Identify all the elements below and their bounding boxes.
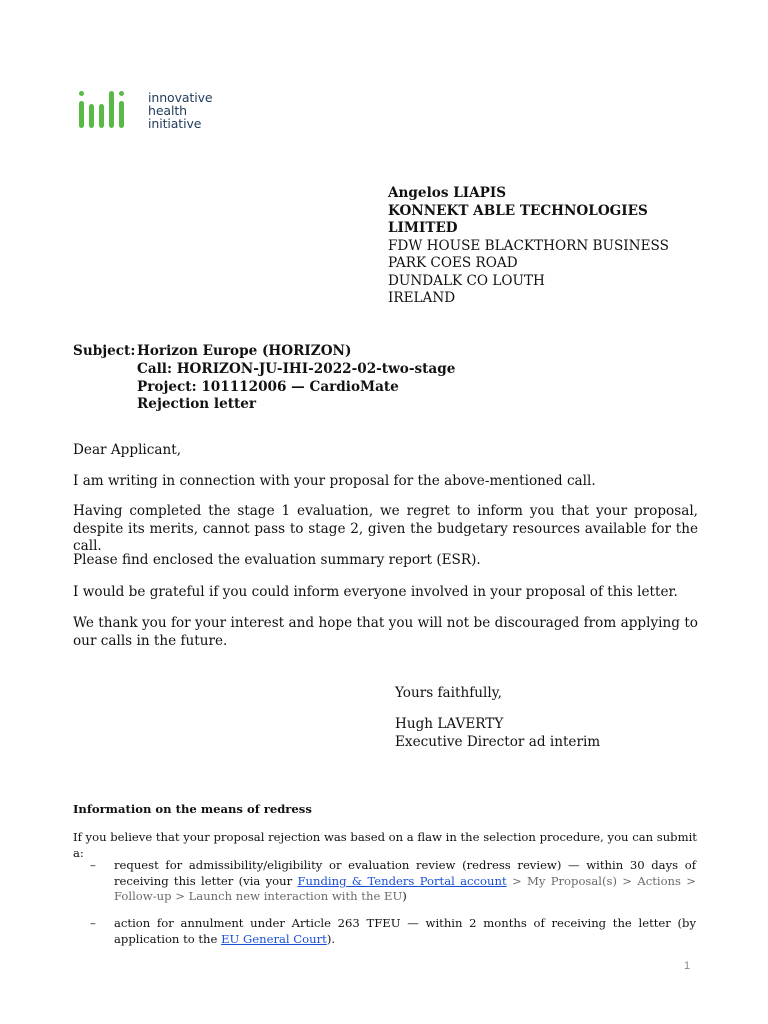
- recipient-address: [388, 185, 718, 308]
- dash-bullet: –: [90, 858, 96, 872]
- logo-line-3: initiative: [148, 116, 202, 131]
- logo-wordmark: [148, 91, 213, 130]
- redress-item-annulment-end: ).: [326, 931, 336, 946]
- ihi-logo: [78, 90, 218, 132]
- subject-label: Subject:: [73, 343, 136, 359]
- redress-item-review-lead: request for admissibility/eligibility or evaluation review (redress review) — within 30 days of receiving this letter (via your: [114, 858, 696, 888]
- page-number: 1: [684, 960, 691, 972]
- closing: Yours faithfully,: [395, 685, 502, 701]
- redress-item-review-text: [114, 858, 696, 905]
- portal-navigation-path: > My Proposal(s) > Actions > Follow-up > Launch new interaction with the EU: [114, 873, 696, 903]
- signatory-name: Hugh LAVERTY: [395, 716, 504, 732]
- subject-type: Rejection letter: [137, 396, 257, 413]
- recipient-address-line1: FDW HOUSE BLACKTHORN BUSINESS: [388, 237, 669, 254]
- signatory-title: Executive Director ad interim: [395, 734, 601, 750]
- funding-tenders-portal-link[interactable]: Funding & Tenders Portal account: [297, 873, 507, 888]
- redress-item-review-end: ): [402, 889, 407, 903]
- recipient-address-line3: DUNDALK CO LOUTH: [388, 272, 545, 289]
- body-paragraph-4: I would be grateful if you could inform everyone involved in your proposal of this letter.: [73, 584, 678, 600]
- subject-values: [137, 343, 455, 414]
- recipient-company-line2: LIMITED: [388, 220, 458, 236]
- logo-line-1: innovative: [148, 90, 213, 105]
- recipient-company-line1: KONNEKT ABLE TECHNOLOGIES: [388, 202, 648, 219]
- subject-programme: Horizon Europe (HORIZON): [137, 343, 352, 359]
- redress-intro: If you believe that your proposal rejection was based on a flaw in the selection procedure, you can submit a:: [73, 830, 697, 860]
- subject-call: Call: HORIZON-JU-IHI-2022-02-two-stage: [137, 360, 456, 377]
- dash-bullet: –: [90, 916, 96, 930]
- salutation: Dear Applicant,: [73, 442, 182, 458]
- redress-item-annulment-lead: action for annulment under Article 263 TFEU — within 2 months of receiving the letter (by application to the: [114, 916, 696, 946]
- body-paragraph-3: Please find enclosed the evaluation summary report (ESR).: [73, 552, 481, 568]
- body-paragraph-1: I am writing in connection with your proposal for the above-mentioned call.: [73, 473, 596, 489]
- recipient-country: IRELAND: [388, 290, 456, 306]
- body-paragraph-2: Having completed the stage 1 evaluation, we regret to inform you that your proposal, despite its merits, cannot pass to stage 2, given the budgetary resources available for the call.: [73, 503, 698, 555]
- redress-item-annulment-text: [114, 916, 696, 947]
- ihi-logo-mark: [78, 90, 140, 132]
- redress-title: Information on the means of redress: [73, 802, 312, 816]
- redress-item-review: [73, 858, 698, 903]
- redress-item-annulment: [73, 916, 698, 948]
- eu-general-court-link[interactable]: EU General Court: [221, 931, 327, 946]
- logo-line-2: health: [148, 103, 187, 118]
- recipient-name: Angelos LIAPIS: [388, 185, 507, 201]
- subject-project: Project: 101112006 — CardioMate: [137, 378, 399, 395]
- body-paragraph-5: We thank you for your interest and hope that you will not be discouraged from applying to our calls in the future.: [73, 615, 698, 649]
- recipient-address-line2: PARK COES ROAD: [388, 255, 518, 271]
